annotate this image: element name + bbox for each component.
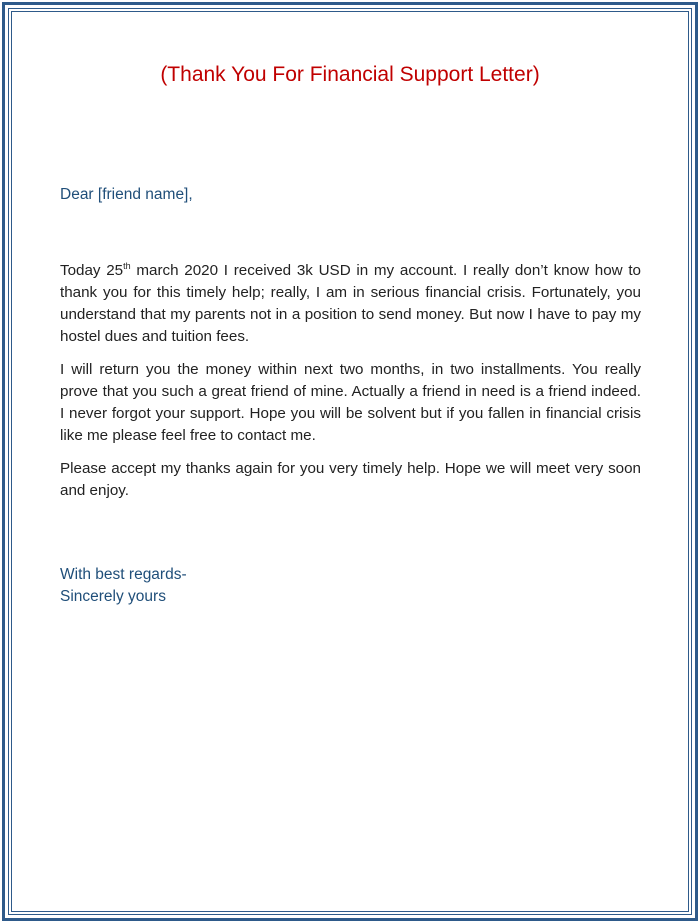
- paragraph-1: [60, 260, 641, 348]
- letter-title: (Thank You For Financial Support Letter): [160, 63, 540, 86]
- paragraph-2: I will return you the money within next two months, in two installments. You really prove that you such a great friend of mine. Actually a friend in need is a friend indeed. I never forgot your support. Hope you will be solvent but if you fallen in financial crisis like me please feel free to contact me.: [60, 361, 641, 444]
- letter-body: [60, 260, 641, 513]
- salutation: Dear [friend name],: [60, 186, 193, 203]
- paragraph-3: Please accept my thanks again for you very timely help. Hope we will meet very soon and enjoy.: [60, 460, 641, 499]
- closing-line-sincerely: Sincerely yours: [60, 588, 166, 605]
- closing: [60, 564, 187, 608]
- paragraph-1-rest: march 2020 I received 3k USD in my account. I really don’t know how to thank you for this timely help; really, I am in serious financial crisis. Fortunately, you understand that my parents not in a position to send money. But now I have to pay my hostel dues and tuition fees.: [60, 262, 641, 345]
- paragraph-1-lead: Today 25: [60, 262, 124, 279]
- closing-line-regards: With best regards-: [60, 566, 187, 583]
- date-ordinal-suffix: th: [123, 260, 131, 271]
